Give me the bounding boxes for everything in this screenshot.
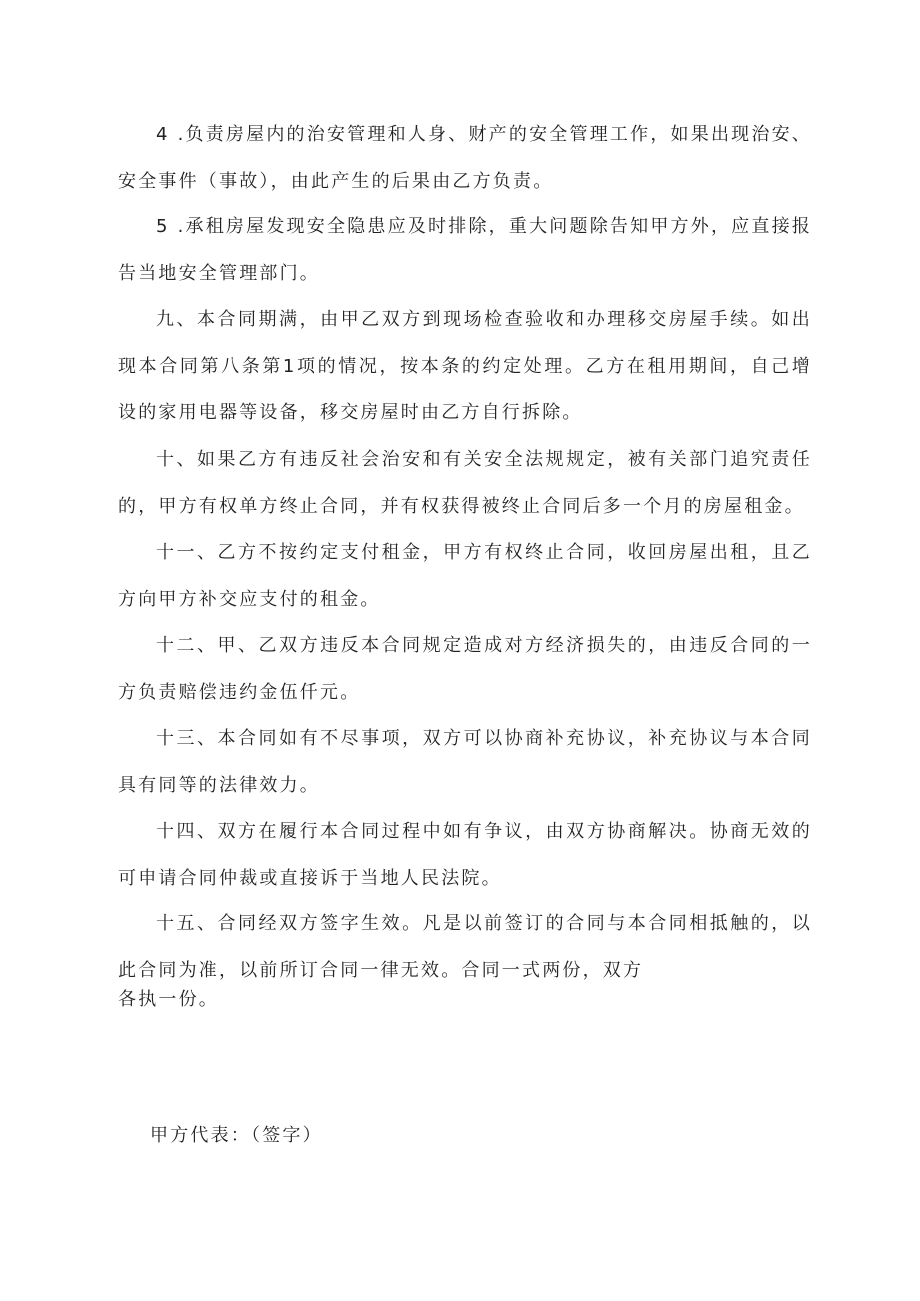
clause-8-item-4: 4 .负责房屋内的治安管理和人身、财产的安全管理工作，如果出现治安、安全事件（事故），由此产生的后果由乙方负责。 [118, 124, 812, 192]
clause-8-item-5: 5 .承租房屋发现安全隐患应及时排除，重大问题除告知甲方外，应直接报告当地安全管理部门。 [118, 216, 812, 284]
clause-15-tail: 各执一份。 [118, 989, 219, 1010]
clause-12: 十二、甲、乙双方违反本合同规定造成对方经济损失的，由违反合同的一方负责赔偿违约金伍仟元。 [118, 635, 812, 703]
clause-10: 十、如果乙方有违反社会治安和有关安全法规规定，被有关部门追究责任的，甲方有权单方终止合同，并有权获得被终止合同后多一个月的房屋租金。 [118, 449, 812, 517]
party-a-signature-line: 甲方代表：（签字） [150, 1125, 323, 1146]
clause-9: 九、本合同期满，由甲乙双方到现场检查验收和办理移交房屋手续。如出现本合同第八条第1项的情况，按本条的约定处理。乙方在租用期间，自己增设的家用电器等设备，移交房屋时由乙方自行拆除。 [118, 309, 812, 423]
clause-14: 十四、双方在履行本合同过程中如有争议，由双方协商解决。协商无效的可申请合同仲裁或直接诉于当地人民法院。 [118, 821, 812, 889]
clause-13: 十三、本合同如有不尽事项，双方可以协商补充协议，补充协议与本合同具有同等的法律效力。 [118, 728, 812, 796]
clause-11: 十一、乙方不按约定支付租金，甲方有权终止合同，收回房屋出租，且乙方向甲方补交应支付的租金。 [118, 542, 812, 610]
clause-15: 十五、合同经双方签字生效。凡是以前签订的合同与本合同相抵触的，以此合同为准，以前所订合同一律无效。合同一式两份，双方 [118, 913, 812, 981]
